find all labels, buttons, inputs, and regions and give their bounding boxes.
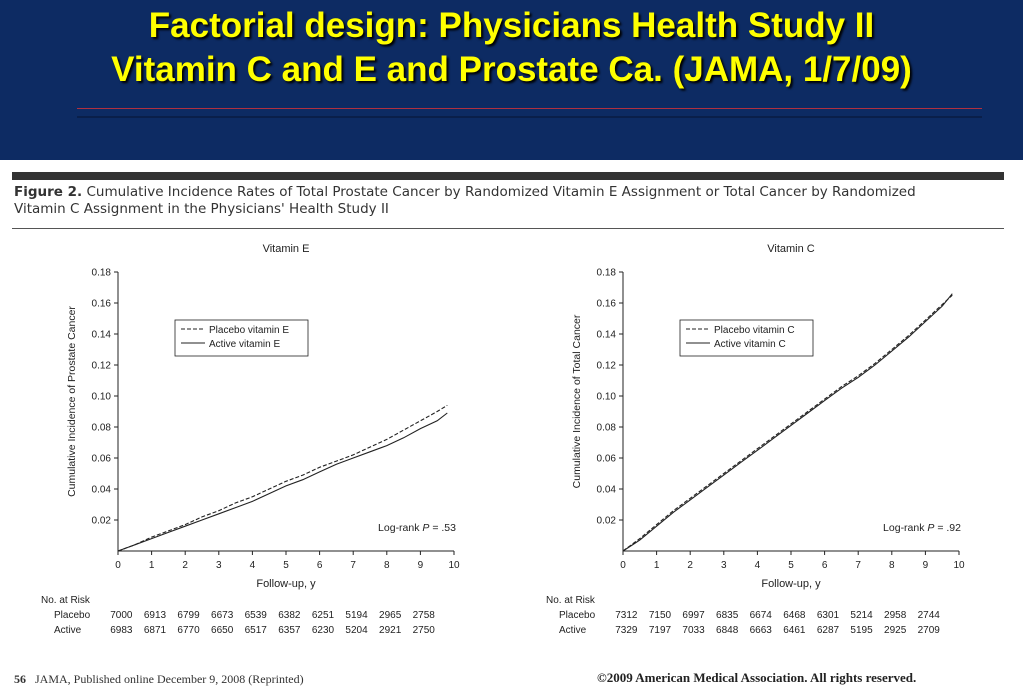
vitamin-c-y-tick-label: 0.16 [596, 298, 616, 310]
vitamin-c-y-tick-label: 0.04 [596, 484, 616, 496]
vitamin-c-at-risk-count: 6287 [816, 625, 840, 636]
copyright-notice: ©2009 American Medical Association. All rights reserved. [597, 670, 917, 685]
vitamin-e-x-tick-label: 8 [384, 560, 390, 571]
vitamin-c-title: Vitamin C [767, 243, 815, 255]
vitamin-e-y-axis-label: Cumulative Incidence of Prostate Cancer [66, 306, 78, 497]
vitamin-c-y-tick-label: 0.10 [596, 391, 616, 403]
figure-rule [12, 228, 1004, 229]
vitamin-e-at-risk-count: 6650 [211, 625, 234, 636]
vitamin-c-at-risk-count: 5214 [850, 610, 873, 621]
figure-caption-line2: Vitamin C Assignment in the Physicians' Health Study II [14, 201, 389, 217]
vitamin-e-y-tick-label: 0.02 [91, 515, 111, 527]
vitamin-e-title: Vitamin E [262, 243, 310, 255]
slide-title-line2: Vitamin C and E and Prostate Ca. (JAMA, 1/7/09) [111, 50, 912, 89]
vitamin-e-y-tick-label: 0.04 [91, 484, 111, 496]
slide-header [0, 0, 1023, 160]
vitamin-e-at-risk-row-label: Placebo [54, 610, 91, 621]
vitamin-c-x-tick-label: 9 [922, 560, 929, 571]
vitamin-e-x-axis-label: Follow-up, y [256, 578, 316, 590]
vitamin-c-at-risk-row-label: Active [559, 625, 587, 636]
vitamin-e-x-tick-label: 10 [448, 560, 460, 571]
vitamin-c-x-tick-label: 4 [754, 560, 761, 571]
figure-caption-line1: Cumulative Incidence Rates of Total Prostate Cancer by Randomized Vitamin E Assignment or Total Cancer by Randomized [86, 184, 916, 200]
vitamin-e-logrank-annotation [378, 522, 456, 534]
vitamin-e-x-tick-label: 5 [283, 560, 289, 571]
vitamin-e-y-tick-label: 0.08 [91, 422, 111, 434]
vitamin-c-at-risk-count: 7033 [682, 625, 705, 636]
vitamin-e-at-risk-title: No. at Risk [41, 595, 90, 606]
page-footer-left [14, 672, 304, 687]
vitamin-e-at-risk-count: 2965 [379, 610, 402, 621]
vitamin-c-x-axis-label: Follow-up, y [761, 578, 821, 590]
vitamin-e-at-risk-count: 5194 [345, 610, 368, 621]
vitamin-c-legend-label: Active vitamin C [714, 339, 786, 350]
vitamin-c-at-risk-count: 5195 [850, 625, 873, 636]
vitamin-c-x-tick-label: 10 [953, 560, 965, 571]
vitamin-c-x-tick-label: 3 [721, 560, 727, 571]
figure-label: Figure 2. [14, 184, 83, 200]
vitamin-e-at-risk-count: 6871 [143, 625, 167, 636]
vitamin-c-at-risk-count: 6997 [682, 610, 705, 621]
vitamin-c-x-tick-label: 8 [889, 560, 895, 571]
vitamin-e-x-tick-label: 0 [115, 560, 121, 571]
vitamin-e-at-risk-count: 6251 [311, 610, 335, 621]
vitamin-c-at-risk-count: 6301 [816, 610, 840, 621]
vitamin-e-at-risk-count: 2921 [379, 625, 402, 636]
vitamin-c-at-risk-count: 2958 [884, 610, 907, 621]
vitamin-c-y-tick-label: 0.08 [596, 422, 616, 434]
vitamin-e-legend-label: Placebo vitamin E [209, 325, 290, 336]
vitamin-e-logrank-prefix: Log-rank [378, 522, 423, 534]
vitamin-e-at-risk-count: 6913 [143, 610, 167, 621]
vitamin-e-chart [0, 236, 500, 646]
vitamin-e-logrank-p: P [422, 522, 430, 534]
vitamin-c-x-tick-label: 0 [620, 560, 626, 571]
vitamin-e-x-tick-label: 3 [216, 560, 222, 571]
vitamin-c-at-risk-count: 7197 [648, 625, 672, 636]
vitamin-e-at-risk-count: 2758 [412, 610, 435, 621]
vitamin-c-at-risk-count: 6674 [749, 610, 772, 621]
vitamin-c-at-risk-count: 6835 [716, 610, 739, 621]
vitamin-e-at-risk-count: 6799 [177, 610, 200, 621]
vitamin-e-at-risk-count: 6357 [278, 625, 301, 636]
vitamin-c-at-risk-title: No. at Risk [546, 595, 595, 606]
figure-caption [14, 184, 1004, 218]
vitamin-c-at-risk-count: 2744 [917, 610, 940, 621]
vitamin-e-x-tick-label: 6 [316, 560, 323, 571]
vitamin-e-at-risk-count: 6983 [110, 625, 133, 636]
vitamin-c-y-axis-label: Cumulative Incidence of Total Cancer [571, 314, 583, 489]
vitamin-c-y-tick-label: 0.14 [596, 329, 616, 341]
vitamin-c-logrank-p: P [927, 522, 935, 534]
vitamin-e-x-tick-label: 9 [417, 560, 424, 571]
slide-title-line1: Factorial design: Physicians Health Study II [148, 6, 875, 45]
vitamin-c-x-tick-label: 5 [788, 560, 794, 571]
vitamin-e-at-risk-count: 6230 [311, 625, 335, 636]
vitamin-e-y-tick-label: 0.18 [91, 267, 111, 279]
vitamin-e-at-risk-row-label: Active [54, 625, 82, 636]
vitamin-c-logrank-value: = .92 [934, 522, 961, 534]
vitamin-c-y-tick-label: 0.06 [596, 453, 616, 465]
vitamin-c-at-risk-count: 2709 [917, 625, 940, 636]
vitamin-c-chart [505, 236, 1005, 646]
vitamin-c-legend-label: Placebo vitamin C [714, 325, 795, 336]
vitamin-e-at-risk-count: 6539 [244, 610, 267, 621]
vitamin-e-at-risk-count: 2750 [412, 625, 435, 636]
vitamin-e-y-tick-label: 0.10 [91, 391, 111, 403]
vitamin-c-at-risk-count: 2925 [884, 625, 907, 636]
title-underline-blue [77, 116, 982, 118]
vitamin-e-y-tick-label: 0.12 [91, 360, 111, 372]
title-underline-red [77, 108, 982, 109]
vitamin-c-x-tick-label: 6 [821, 560, 828, 571]
page-number: 56 [14, 672, 26, 686]
vitamin-c-at-risk-count: 6468 [783, 610, 806, 621]
vitamin-c-x-tick-label: 7 [855, 560, 861, 571]
vitamin-c-at-risk-count: 6461 [783, 625, 806, 636]
vitamin-c-at-risk-count: 6663 [749, 625, 772, 636]
vitamin-c-at-risk-count: 7329 [615, 625, 638, 636]
vitamin-e-at-risk-count: 6673 [211, 610, 234, 621]
vitamin-e-at-risk-count: 6382 [278, 610, 301, 621]
vitamin-c-at-risk-count: 7150 [648, 610, 672, 621]
vitamin-c-at-risk-count: 6848 [716, 625, 739, 636]
vitamin-c-x-tick-label: 1 [653, 560, 660, 571]
vitamin-c-at-risk-row-label: Placebo [559, 610, 596, 621]
vitamin-c-y-tick-label: 0.02 [596, 515, 616, 527]
vitamin-e-x-tick-label: 7 [350, 560, 356, 571]
vitamin-c-logrank-prefix: Log-rank [883, 522, 928, 534]
vitamin-e-legend-label: Active vitamin E [209, 339, 281, 350]
vitamin-c-logrank-annotation [883, 522, 961, 534]
vitamin-e-at-risk-count: 7000 [110, 610, 133, 621]
vitamin-c-x-tick-label: 2 [687, 560, 693, 571]
vitamin-c-y-tick-label: 0.12 [596, 360, 616, 372]
vitamin-e-at-risk-count: 6770 [177, 625, 200, 636]
vitamin-e-y-tick-label: 0.16 [91, 298, 111, 310]
vitamin-c-at-risk-count: 7312 [615, 610, 638, 621]
vitamin-c-y-tick-label: 0.18 [596, 267, 616, 279]
footer-journal-text: JAMA, Published online December 9, 2008 (Reprinted) [35, 672, 304, 686]
vitamin-e-at-risk-count: 5204 [345, 625, 368, 636]
vitamin-e-logrank-value: = .53 [429, 522, 456, 534]
vitamin-e-x-tick-label: 4 [249, 560, 256, 571]
vitamin-e-y-tick-label: 0.14 [91, 329, 111, 341]
figure-top-bar [12, 172, 1004, 180]
vitamin-e-at-risk-count: 6517 [244, 625, 267, 636]
vitamin-e-y-tick-label: 0.06 [91, 453, 111, 465]
vitamin-e-x-tick-label: 2 [182, 560, 188, 571]
vitamin-e-x-tick-label: 1 [148, 560, 155, 571]
